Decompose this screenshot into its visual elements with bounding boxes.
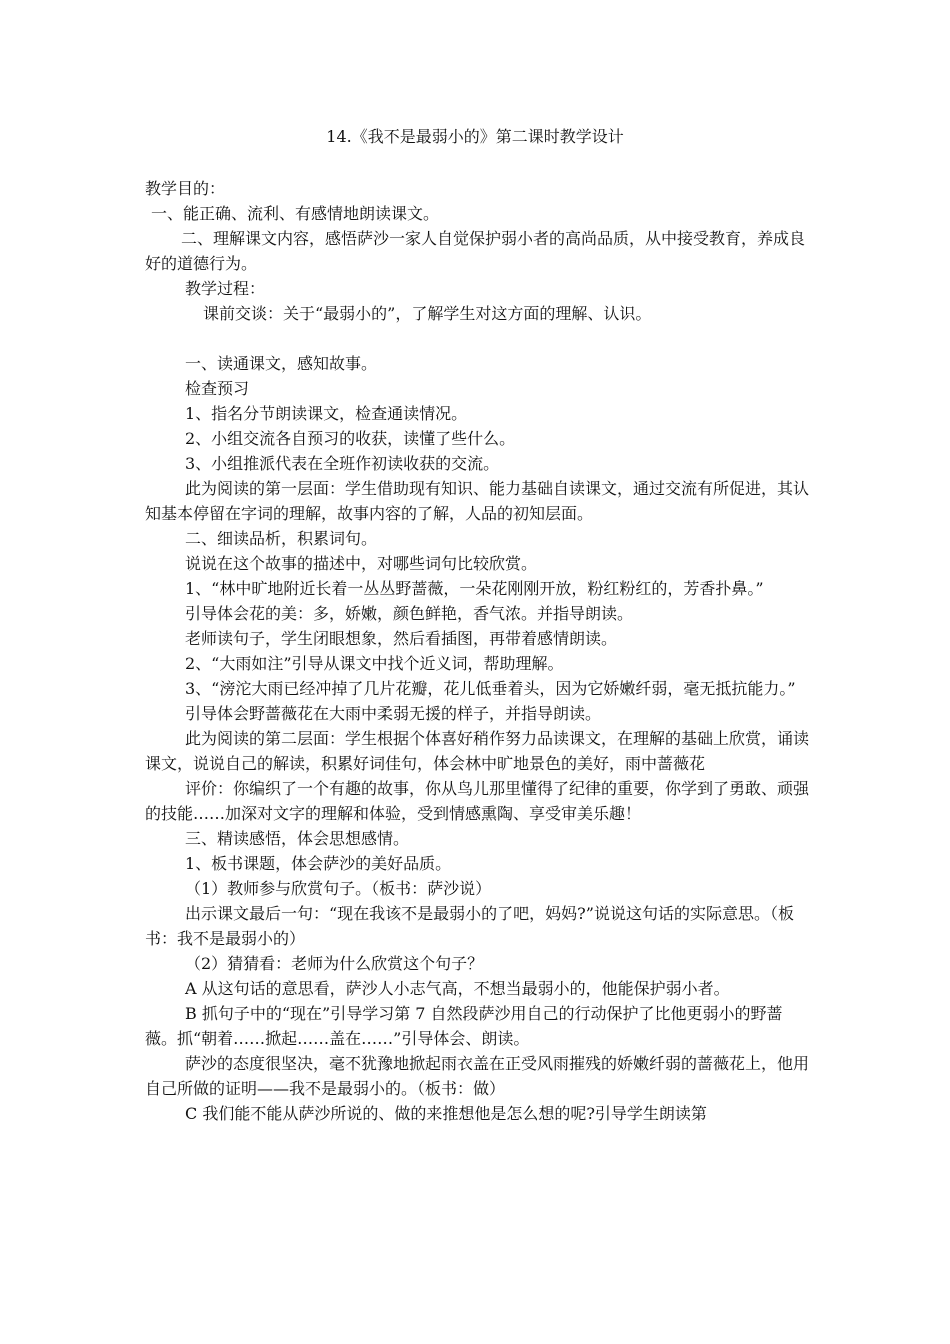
- paragraph: 2、“大雨如注”引导从课文中找个近义词，帮助理解。: [185, 654, 564, 673]
- paragraph: 2、小组交流各自预习的收获，读懂了些什么。: [185, 429, 516, 448]
- step-3-heading: 三、精读感悟，体会思想感情。: [185, 829, 410, 848]
- section-heading-process: 教学过程：: [185, 279, 266, 298]
- paragraph: 说说在这个故事的描述中，对哪些词句比较欣赏。: [185, 554, 538, 573]
- paragraph: 评价：你编织了一个有趣的故事，你从鸟儿那里懂得了纪律的重要，你学到了勇敢、顽强的技能……加深对文字的理解和体验，受到情感熏陶、享受审美乐趣！: [145, 779, 810, 823]
- paragraph: （2）猜猜看：老师为什么欣赏这个句子？: [185, 954, 484, 973]
- objective-1: 一、能正确、流利、有感情地朗读课文。: [151, 204, 440, 223]
- paragraph: 此为阅读的第一层面：学生借助现有知识、能力基础自读课文，通过交流有所促进，其认知基本停留在字词的理解，故事内容的了解，人品的初知层面。: [145, 479, 810, 523]
- section-heading-objectives: 教学目的：: [145, 179, 226, 198]
- paragraph: B 抓句子中的“现在”引导学习第 7 自然段萨沙用自己的行动保护了比他更弱小的野蔷薇。抓“朝着……掀起……盖在……”引导体会、朗读。: [145, 1004, 783, 1048]
- paragraph: 引导体会野蔷薇花在大雨中柔弱无援的样子，并指导朗读。: [185, 704, 602, 723]
- paragraph: 此为阅读的第二层面：学生根据个体喜好稍作努力品读课文，在理解的基础上欣赏，诵读课文，说说自己的解读，积累好词佳句，体会林中旷地景色的美好，雨中蔷薇花: [145, 729, 810, 773]
- pre-class-talk: 课前交谈：关于“最弱小的”，了解学生对这方面的理解、认识。: [203, 304, 652, 323]
- paragraph: 检查预习: [185, 379, 250, 398]
- paragraph: 萨沙的态度很坚决，毫不犹豫地掀起雨衣盖在正受风雨摧残的娇嫩纤弱的蔷薇花上，他用自己所做的证明——我不是最弱小的。（板书：做）: [145, 1054, 810, 1098]
- document-title: 14.《我不是最弱小的》第二课时教学设计: [326, 127, 624, 146]
- paragraph: 1、指名分节朗读课文，检查通读情况。: [185, 404, 468, 423]
- objective-2: 二、理解课文内容，感悟萨沙一家人自觉保护弱小者的高尚品质，从中接受教育，养成良好的道德行为。: [145, 229, 806, 273]
- paragraph: 3、“滂沱大雨已经冲掉了几片花瓣，花儿低垂着头，因为它娇嫩纤弱，毫无抵抗能力。”: [185, 679, 796, 698]
- blank-line: [145, 326, 810, 351]
- paragraph: 1、“林中旷地附近长着一丛丛野蔷薇，一朵花刚刚开放，粉红粉红的，芳香扑鼻。”: [185, 579, 764, 598]
- paragraph: A 从这句话的意思看，萨沙人小志气高，不想当最弱小的，他能保护弱小者。: [185, 979, 730, 998]
- paragraph: （1）教师参与欣赏句子。（板书：萨沙说）: [185, 879, 492, 898]
- document-body: [145, 176, 810, 1126]
- paragraph: 3、小组推派代表在全班作初读收获的交流。: [185, 454, 500, 473]
- paragraph: 出示课文最后一句：“现在我该不是最弱小的了吧，妈妈?”说说这句话的实际意思。（板书：我不是最弱小的）: [145, 904, 794, 948]
- step-1-heading: 一、读通课文，感知故事。: [185, 354, 378, 373]
- paragraph: 引导体会花的美：多，娇嫩，颜色鲜艳，香气浓。并指导朗读。: [185, 604, 634, 623]
- step-2-heading: 二、细读品析，积累词句。: [185, 529, 378, 548]
- paragraph: 1、板书课题，体会萨沙的美好品质。: [185, 854, 452, 873]
- paragraph: 老师读句子，学生闭眼想象，然后看插图，再带着感情朗读。: [185, 629, 618, 648]
- paragraph: C 我们能不能从萨沙所说的、做的来推想他是怎么想的呢?引导学生朗读第: [185, 1104, 707, 1123]
